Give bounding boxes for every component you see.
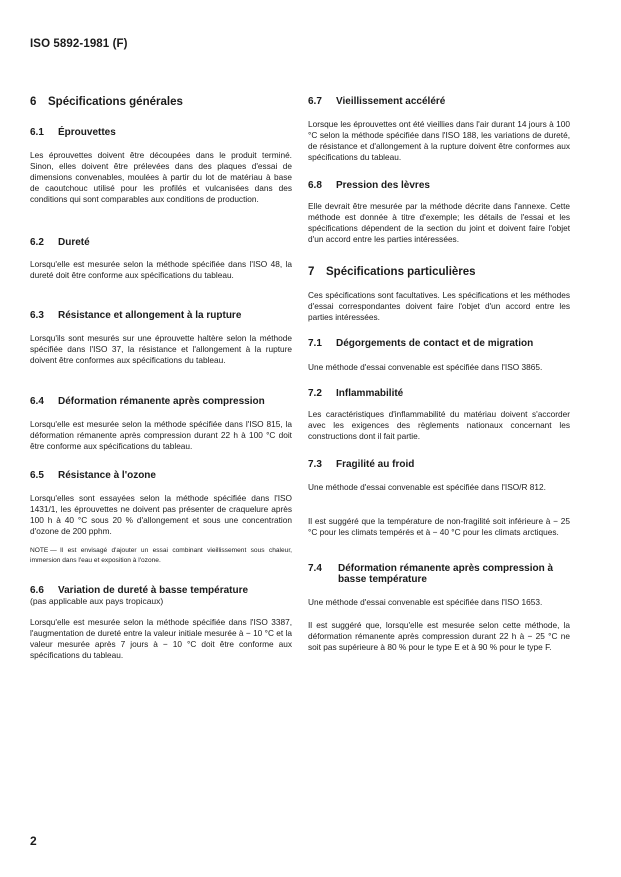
section-7-heading [308, 266, 570, 278]
section-6-6-text: Lorsqu'elle est mesurée selon la méthode spécifiée dans l'ISO 3387, l'augmentation de dureté entre la valeur initiale mesurée à − 10 °C et la valeur mesurée après 7 jours à − 10 °C doit être conforme aux spécifications du tableau. [30, 617, 292, 661]
section-6-1-heading [30, 127, 292, 138]
section-6-5-text: Lorsqu'elles sont essayées selon la méthode spécifiée dans l'ISO 1431/1, les éprouvettes ne doivent pas présenter de craquelure après 100 h à 40 °C sous 20 % d'allongement et sous une concentration d'ozone de 200 pphm. [30, 493, 292, 537]
section-7-2-text: Les caractéristiques d'inflammabilité du matériau doivent s'accorder avec les exigences des règlements nationaux concernant les constructions dont il fait partie. [308, 409, 570, 442]
section-6-heading [30, 96, 292, 108]
section-number: 6.1 [30, 127, 44, 138]
section-number: 6.7 [308, 96, 322, 107]
section-6-4-text: Lorsqu'elle est mesurée selon la méthode spécifiée dans l'ISO 815, la déformation rémanente après compression durant 22 h à 100 °C doit être conforme aux spécifications du tableau. [30, 419, 292, 452]
section-6-2-heading [30, 237, 292, 248]
section-title: Dégorgements de contact et de migration [336, 338, 534, 349]
section-number: 7.3 [308, 459, 322, 470]
section-subtitle: (pas applicable aux pays tropicaux) [30, 596, 164, 606]
section-6-7-text: Lorsque les éprouvettes ont été vieillies dans l'air durant 14 jours à 100 °C selon la méthode spécifiée dans l'ISO 188, les variations de dureté, de résistance et d'allongement à la rupture doivent être conformes aux spécifications du tableau. [308, 119, 570, 163]
page-number: 2 [30, 834, 37, 848]
section-title: Déformation rémanente après compression [58, 396, 265, 407]
section-number: 7.1 [308, 338, 322, 349]
section-title: Pression des lèvres [336, 180, 430, 191]
section-number: 6.3 [30, 310, 44, 321]
section-title: Spécifications particulières [326, 266, 476, 278]
section-6-8-text: Elle devrait être mesurée par la méthode décrite dans l'annexe. Cette méthode est donnée à titre d'exemple; les détails de l'essai et les spécifications dépendent de la section du joint et doivent faire l'objet d'un accord entre les parties intéressées. [308, 201, 570, 245]
section-6-5-note [30, 546, 292, 565]
section-number: 6.5 [30, 470, 44, 481]
section-6-8-heading [308, 180, 570, 191]
section-number: 7.2 [308, 388, 322, 399]
section-7-4-text-1: Une méthode d'essai convenable est spécifiée dans l'ISO 1653. [308, 597, 543, 607]
section-7-2-heading [308, 388, 570, 399]
section-title-line-1: Déformation rémanente après compression à [338, 563, 554, 574]
section-number: 7 [308, 266, 315, 278]
section-title: Variation de dureté à basse température [58, 585, 249, 596]
section-title: Spécifications générales [48, 96, 183, 108]
section-7-4-text-2: Il est suggéré que, lorsqu'elle est mesurée selon cette méthode, la déformation rémanente après compression durant 22 h à − 25 °C ne soit pas supérieure à 80 % pour le type E et à 90 % pour le type F. [308, 620, 570, 653]
section-6-4-heading [30, 396, 292, 407]
section-6-1-text: Les éprouvettes doivent être découpées dans le produit terminé. Sinon, elles doivent être prélevées dans des plaques d'essai de dimensions convenables, moulées à partir du lot de matériau à base de caoutchouc utilisé pour les profilés et vulcanisées dans des conditions qui sont comparables aux conditions de production. [30, 150, 292, 205]
section-6-6-heading [30, 585, 292, 607]
note-text: Il est envisagé d'ajouter un essai combinant vieillissement sous chaleur, immersion dans l'eau et exposition à l'ozone. [30, 547, 292, 564]
section-number: 6 [30, 96, 37, 108]
section-title-line-2: basse température [338, 574, 427, 585]
section-6-7-heading [308, 96, 570, 107]
section-number: 6.8 [308, 180, 322, 191]
section-title: Résistance à l'ozone [58, 470, 156, 481]
section-title: Dureté [58, 237, 90, 248]
section-number: 6.2 [30, 237, 44, 248]
section-7-1-heading [308, 338, 570, 349]
section-title: Fragilité au froid [336, 459, 415, 470]
section-6-2-text: Lorsqu'elle est mesurée selon la méthode spécifiée dans l'ISO 48, la dureté doit être conforme aux spécifications du tableau. [30, 259, 292, 281]
section-number: 7.4 [308, 563, 322, 574]
section-7-3-heading [308, 459, 570, 470]
section-7-1-text: Une méthode d'essai convenable est spécifiée dans l'ISO 3865. [308, 362, 543, 372]
section-6-5-heading [30, 470, 292, 481]
section-title: Résistance et allongement à la rupture [58, 310, 242, 321]
section-title: Vieillissement accéléré [336, 96, 446, 107]
section-number: 6.6 [30, 585, 44, 596]
section-7-3-text-2: Il est suggéré que la température de non-fragilité soit inférieure à − 25 °C pour les climats tempérés et à − 40 °C pour les climats arctiques. [308, 516, 570, 538]
section-7-text: Ces spécifications sont facultatives. Les spécifications et les méthodes d'essai correspondantes doivent faire l'objet d'un accord entre les parties intéressées. [308, 290, 570, 323]
section-title: Inflammabilité [336, 388, 404, 399]
section-6-3-heading [30, 310, 292, 321]
section-title: Éprouvettes [58, 127, 116, 138]
section-6-3-text: Lorsqu'ils sont mesurés sur une éprouvette haltère selon la méthode spécifiée dans l'ISO 37, la résistance et l'allongement à la rupture doivent être conformes aux spécifications du tableau. [30, 333, 292, 366]
document-id: ISO 5892-1981 (F) [30, 38, 128, 50]
section-7-4-heading [308, 563, 570, 585]
section-number: 6.4 [30, 396, 44, 407]
section-7-3-text-1: Une méthode d'essai convenable est spécifiée dans l'ISO/R 812. [308, 482, 546, 492]
note-label: NOTE — [30, 547, 57, 554]
